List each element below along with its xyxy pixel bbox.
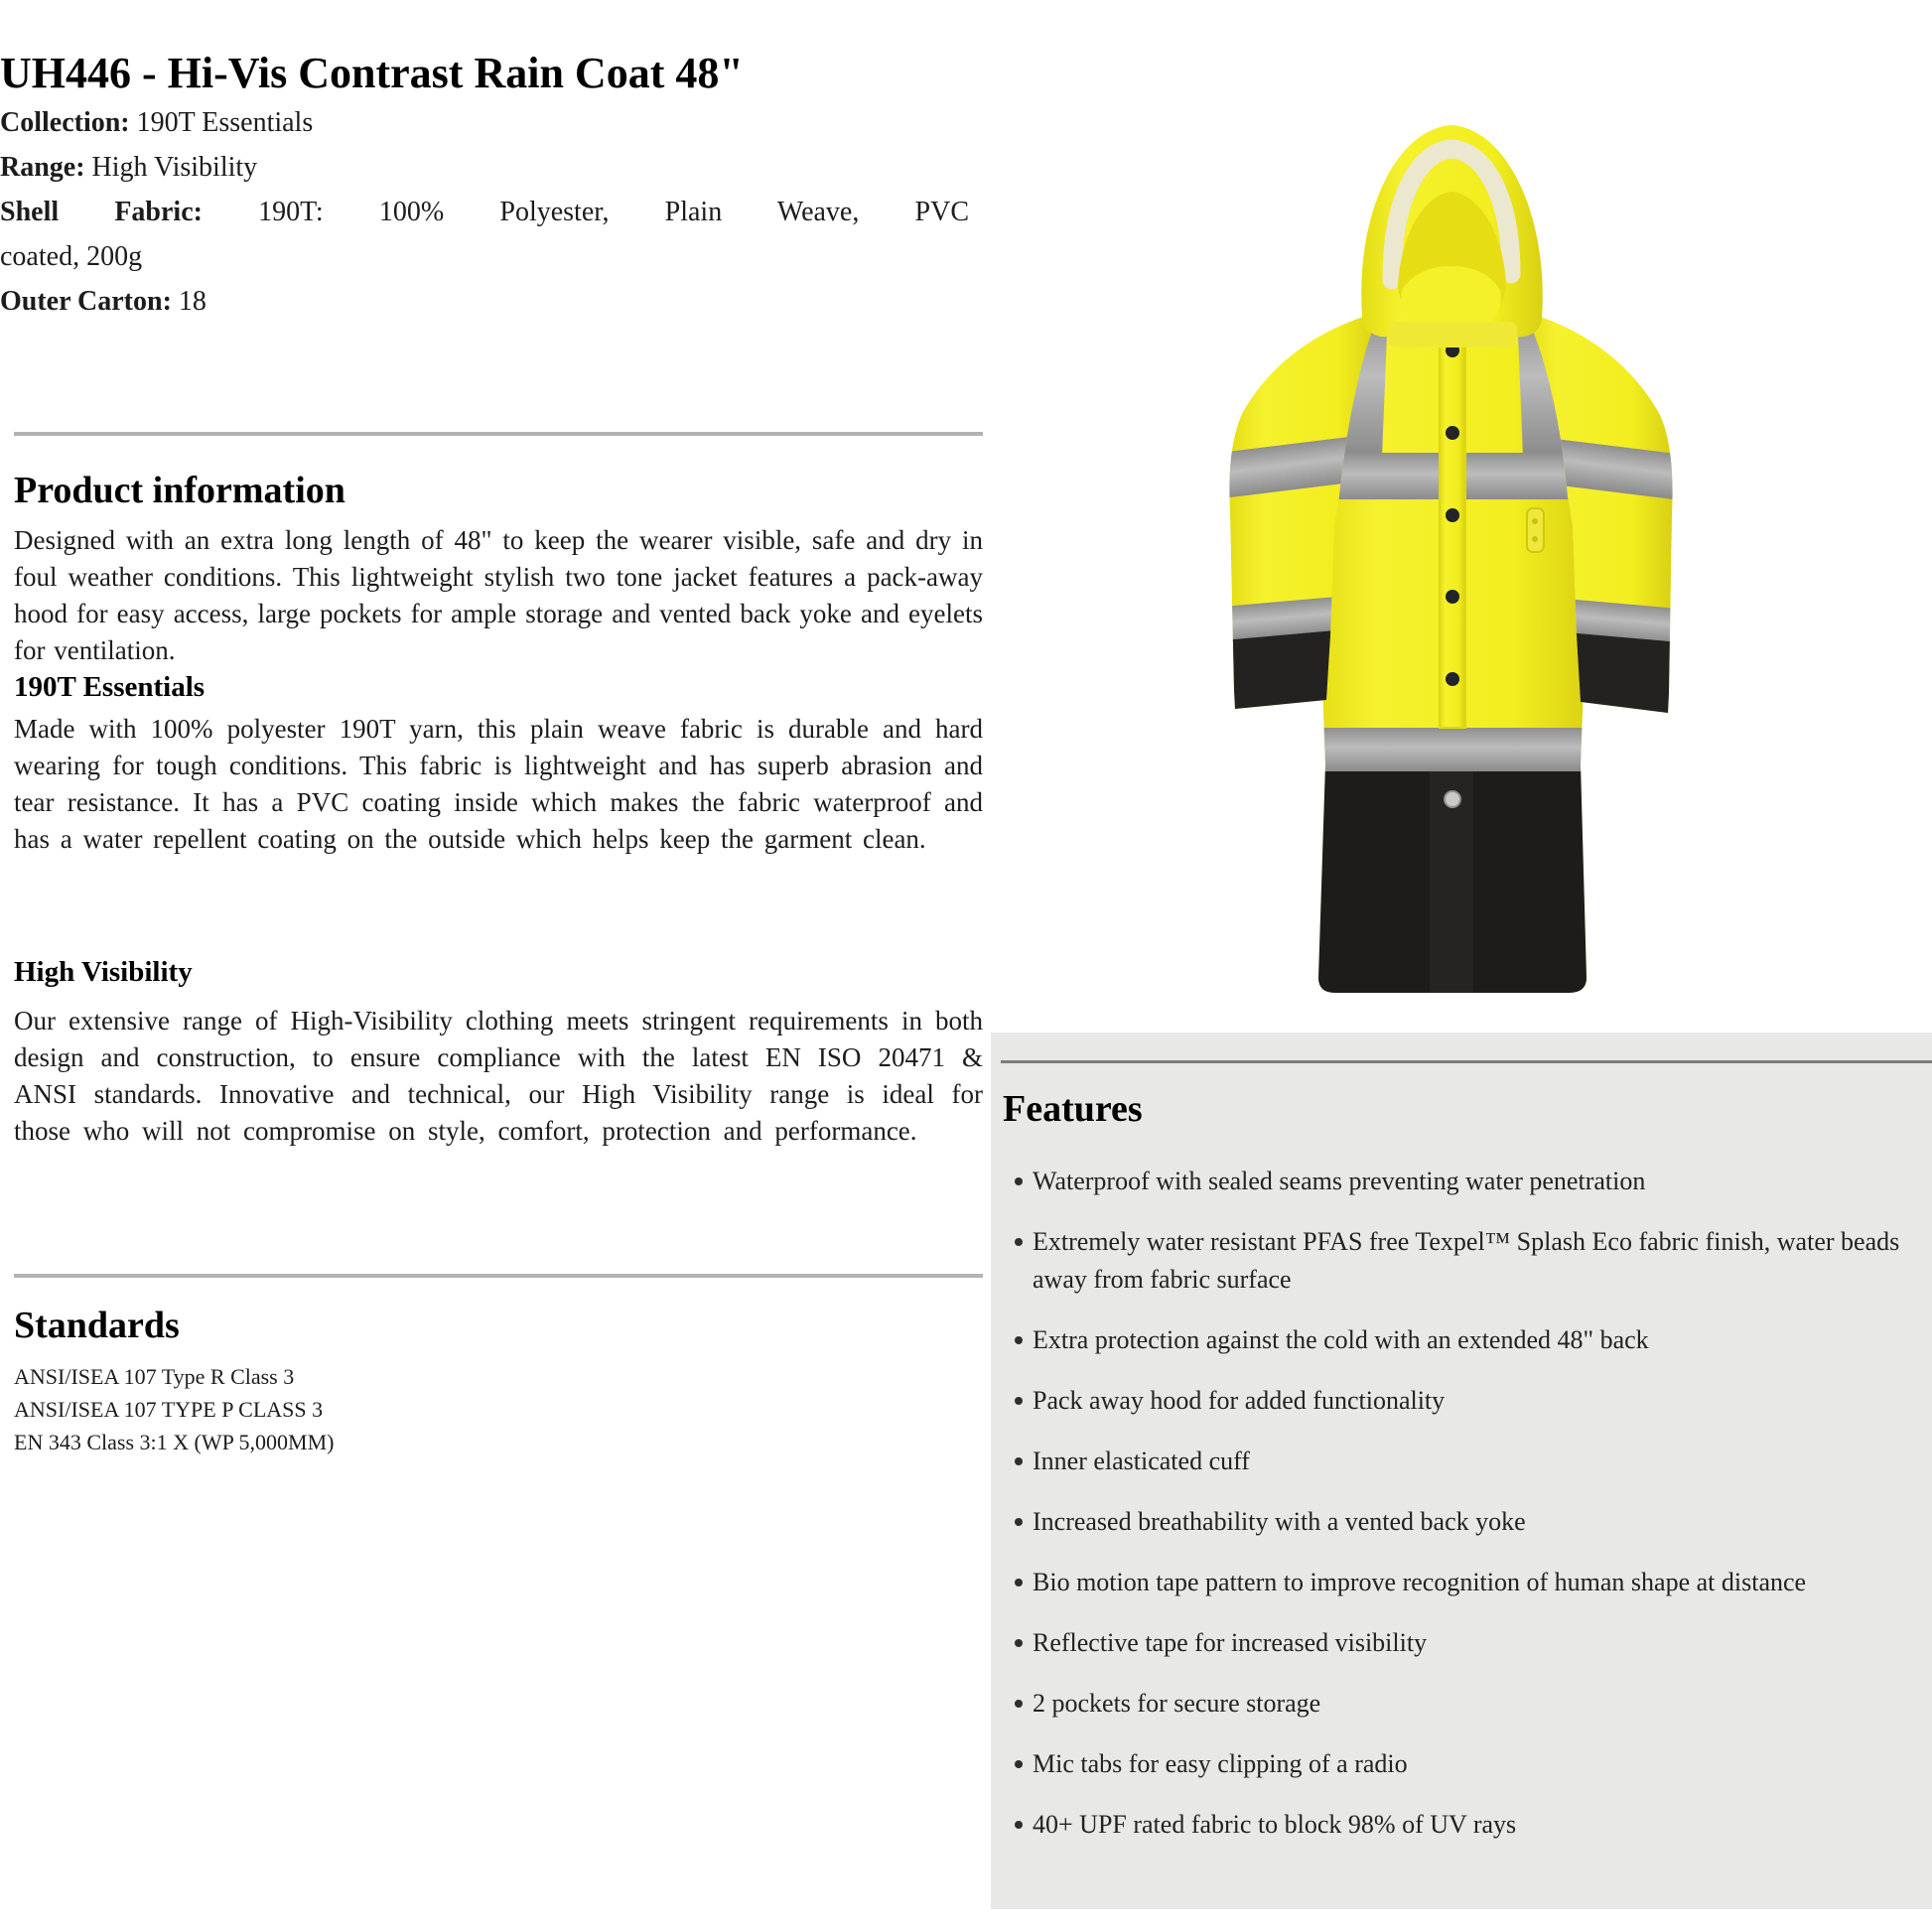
- feature-item: Extremely water resistant PFAS free Texpel™ Splash Eco fabric finish, water beads away from fabric surface: [1013, 1223, 1910, 1299]
- features-panel: [991, 1033, 1932, 1909]
- subheading-190t-essentials: 190T Essentials: [14, 671, 206, 703]
- meta-range: [0, 145, 969, 190]
- meta-range-value: High Visibility: [91, 152, 258, 183]
- feature-item: 40+ UPF rated fabric to block 98% of UV rays: [1013, 1806, 1910, 1844]
- standard-item: ANSI/ISEA 107 Type R Class 3: [14, 1364, 295, 1389]
- feature-item: Pack away hood for added functionality: [1013, 1382, 1910, 1420]
- features-list: [1013, 1163, 1910, 1844]
- feature-item: Extra protection against the cold with an extended 48" back: [1013, 1321, 1910, 1359]
- divider-standards: [14, 1274, 983, 1278]
- product-information-heading: Product information: [14, 470, 345, 511]
- product-meta: [0, 100, 969, 324]
- coat-hood: [1361, 125, 1543, 347]
- feature-item: Mic tabs for easy clipping of a radio: [1013, 1745, 1910, 1783]
- paragraph-high-visibility: Our extensive range of High-Visibility clothing meets stringent requirements in both design and construction, to ensure compliance with the latest EN ISO 20471 & ANSI standards. Innovative and technical, our High Visibility range is ideal for those who will not compromise on style, comfort, protection and performance.: [14, 1006, 983, 1146]
- button: [1446, 590, 1459, 604]
- feature-item: Increased breathability with a vented back yoke: [1013, 1503, 1910, 1541]
- feature-item: 2 pockets for secure storage: [1013, 1685, 1910, 1723]
- button: [1446, 426, 1459, 440]
- standard-item: ANSI/ISEA 107 TYPE P CLASS 3: [14, 1397, 324, 1422]
- reflective-hem-band: [1311, 728, 1594, 771]
- page-title: UH446 - Hi-Vis Contrast Rain Coat 48": [0, 49, 744, 97]
- meta-collection-label: Collection:: [0, 107, 130, 138]
- feature-item: Inner elasticated cuff: [1013, 1443, 1910, 1480]
- button: [1446, 508, 1459, 522]
- meta-outer-carton-value: 18: [178, 286, 207, 317]
- meta-outer-carton: [0, 279, 969, 324]
- features-heading: Features: [1003, 1088, 1143, 1130]
- feature-item: Waterproof with sealed seams preventing water penetration: [1013, 1163, 1910, 1200]
- feature-item: Reflective tape for increased visibility: [1013, 1624, 1910, 1662]
- metal-snap: [1445, 791, 1460, 807]
- meta-shell-fabric-value-line1: 190T: 100% Polyester, Plain Weave, PVC: [258, 197, 970, 227]
- divider-top: [14, 432, 983, 436]
- paragraph-190t-essentials: Made with 100% polyester 190T yarn, this plain weave fabric is durable and hard wearing for tough conditions. This fabric is lightweight and has superb abrasion and tear resistance. It has a PVC coating inside which makes the fabric waterproof and has a water repellent coating on the outside which helps keep the garment clean.: [14, 714, 983, 854]
- standard-item: EN 343 Class 3:1 X (WP 5,000MM): [14, 1430, 335, 1454]
- product-information-intro: Designed with an extra long length of 48" to keep the wearer visible, safe and dry in foul weather conditions. This lightweight stylish two tone jacket features a pack-away hood for easy access, large pockets for ample storage and vented back yoke and eyelets for ventilation.: [14, 525, 983, 665]
- feature-item: Bio motion tape pattern to improve recognition of human shape at distance: [1013, 1564, 1910, 1601]
- meta-shell-fabric-line2: coated, 200g: [0, 241, 143, 272]
- meta-collection: [0, 100, 969, 145]
- features-divider: [1001, 1060, 1932, 1063]
- product-photo-hi-vis-rain-coat: [1132, 99, 1767, 1033]
- meta-shell-fabric: [0, 190, 969, 234]
- button: [1446, 672, 1459, 686]
- meta-range-label: Range:: [0, 152, 85, 183]
- standards-heading: Standards: [14, 1305, 180, 1346]
- standards-list: [14, 1360, 983, 1458]
- subheading-high-visibility: High Visibility: [14, 956, 193, 988]
- collar: [1388, 322, 1517, 347]
- meta-shell-fabric-label: Shell Fabric:: [0, 197, 203, 227]
- meta-outer-carton-label: Outer Carton:: [0, 286, 172, 317]
- mic-tab: [1527, 508, 1544, 552]
- meta-collection-value: 190T Essentials: [136, 107, 314, 138]
